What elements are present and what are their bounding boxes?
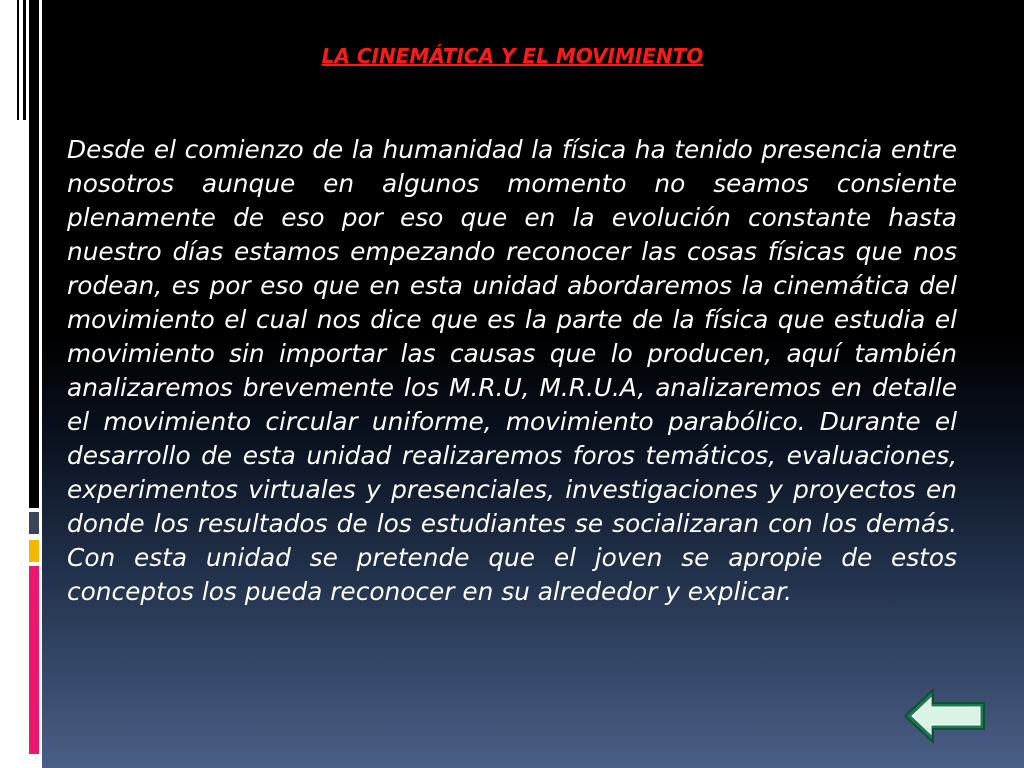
stripe-black bbox=[29, 0, 39, 120]
left-decor-band bbox=[0, 0, 42, 768]
stripe-black-long bbox=[29, 120, 39, 508]
stripe-gold bbox=[29, 540, 39, 562]
stripe-pink bbox=[29, 566, 39, 754]
stripe-gray bbox=[29, 512, 39, 534]
left-decor-stripes bbox=[29, 0, 39, 768]
back-button[interactable] bbox=[902, 686, 988, 746]
left-arrow-icon bbox=[902, 686, 988, 746]
slide-body-text: Desde el comienzo de la humanidad la física ha tenido presencia entre nosotros aunque en algunos momento no seamos consiente plenamente de eso por eso que en la evolución constante hasta nuestro días estamos empezando reconocer las cosas físicas que nos rodean, es por eso que en esta unidad abordaremos la cinemática del movimiento el cual nos dice que es la parte de la física que estudia el movimiento sin importar las causas que lo producen, aquí también analizaremos brevemente los M.R.U, M.R.U.A, analizaremos en detalle el movimiento circular uniforme, movimiento parabólico. Durante el desarrollo de esta unidad realizaremos foros temáticos, evaluaciones, experimentos virtuales y presenciales, investigaciones y proyectos en donde los resultados de los estudiantes se socializaran con los demás. Con esta unidad se pretende que el joven se apropie de estos conceptos los pueda reconocer en su alrededor y explicar. bbox=[67, 135, 957, 606]
slide-title: LA CINEMÁTICA Y EL MOVIMIENTO bbox=[321, 44, 704, 68]
